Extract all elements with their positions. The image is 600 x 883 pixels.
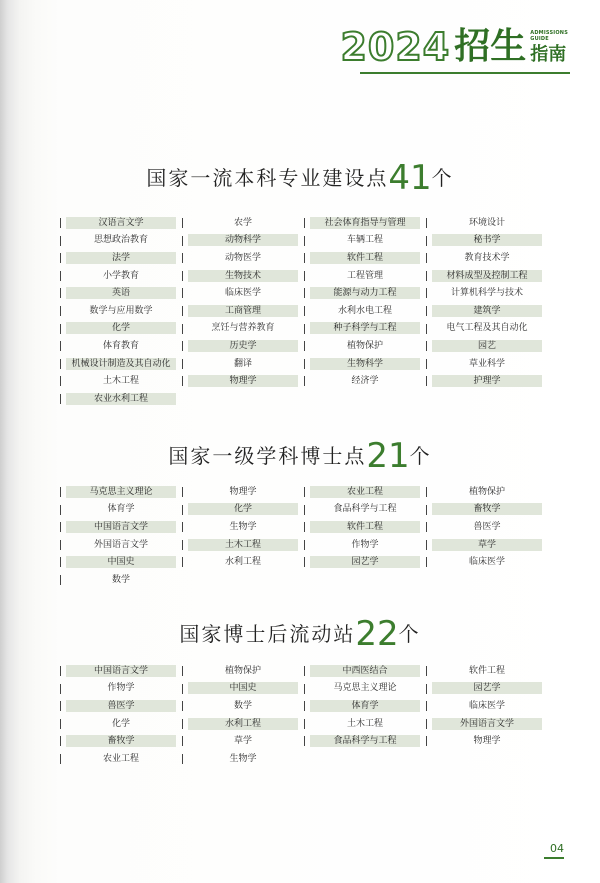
column-divider xyxy=(304,271,305,281)
list-item-label: 数学 xyxy=(111,574,130,585)
list-item xyxy=(426,232,548,250)
section-grid-undergrad xyxy=(60,214,550,408)
list-item xyxy=(426,483,548,501)
column-divider xyxy=(304,719,305,729)
section-title xyxy=(0,436,600,476)
list-item xyxy=(60,214,182,232)
list-item xyxy=(182,232,304,250)
list-item xyxy=(60,267,182,285)
list-item xyxy=(304,232,426,250)
column-divider xyxy=(426,306,427,316)
column-divider xyxy=(182,306,183,316)
column-divider xyxy=(60,557,61,567)
column-divider xyxy=(304,306,305,316)
column-divider xyxy=(60,218,61,228)
list-item-label: 兽医学 xyxy=(473,521,501,532)
column-divider xyxy=(304,359,305,369)
column-divider xyxy=(182,359,183,369)
column-divider xyxy=(60,236,61,246)
list-item-label: 物理学 xyxy=(229,486,257,497)
section-unit: 个 xyxy=(398,622,421,646)
column-divider xyxy=(182,236,183,246)
column-divider xyxy=(182,324,183,334)
list-item-label: 物理学 xyxy=(188,375,298,387)
list-item xyxy=(426,284,548,302)
list-item xyxy=(60,697,182,715)
header-guide-en-1: ADMISSIONS xyxy=(530,30,568,36)
list-item xyxy=(304,214,426,232)
column-divider xyxy=(304,666,305,676)
list-item xyxy=(60,320,182,338)
column-divider xyxy=(304,487,305,497)
list-item xyxy=(182,518,304,536)
list-item-label: 植物保护 xyxy=(468,486,505,497)
list-item-label: 水利工程 xyxy=(188,718,298,730)
column-divider xyxy=(426,359,427,369)
list-item-label: 食品科学与工程 xyxy=(333,504,397,515)
list-item xyxy=(60,483,182,501)
list-item-label: 作物学 xyxy=(107,683,135,694)
column-divider xyxy=(182,540,183,550)
list-item-label: 软件工程 xyxy=(310,252,420,264)
list-item-label: 动物科学 xyxy=(188,234,298,246)
column-divider xyxy=(304,557,305,567)
list-item xyxy=(60,501,182,519)
list-item-label: 农学 xyxy=(233,217,252,228)
list-item xyxy=(60,715,182,733)
list-item xyxy=(304,715,426,733)
column-divider xyxy=(60,288,61,298)
list-item xyxy=(60,518,182,536)
list-item xyxy=(60,750,182,768)
page-header xyxy=(340,25,568,69)
list-item-label: 电气工程及其自动化 xyxy=(446,323,528,334)
list-item-label: 兽医学 xyxy=(66,700,176,712)
column-divider xyxy=(304,288,305,298)
list-item-label: 体育学 xyxy=(107,504,135,515)
column-divider xyxy=(182,684,183,694)
list-item xyxy=(426,553,548,571)
list-item-label: 化学 xyxy=(188,503,298,515)
list-item xyxy=(182,750,304,768)
list-item-label: 历史学 xyxy=(188,340,298,352)
list-item-label: 植物保护 xyxy=(224,665,261,676)
list-item-label: 园艺学 xyxy=(432,682,542,694)
column-divider xyxy=(426,684,427,694)
list-item-label: 英语 xyxy=(66,287,176,299)
list-item-label: 物理学 xyxy=(473,736,501,747)
column-divider xyxy=(182,736,183,746)
list-item xyxy=(60,302,182,320)
list-item xyxy=(60,390,182,408)
list-item-label: 植物保护 xyxy=(346,340,383,351)
list-item xyxy=(182,302,304,320)
list-item-label: 教育技术学 xyxy=(464,252,510,263)
page-number: 04 xyxy=(550,842,564,855)
list-item-label: 农业工程 xyxy=(102,753,139,764)
list-item-label: 农业水利工程 xyxy=(66,393,176,405)
list-item-label: 生物技术 xyxy=(188,270,298,282)
list-item xyxy=(426,337,548,355)
list-item-label: 思想政治教育 xyxy=(93,235,148,246)
list-item xyxy=(182,249,304,267)
column-divider xyxy=(304,341,305,351)
header-divider xyxy=(360,72,570,74)
list-item xyxy=(304,355,426,373)
list-item-label: 中国史 xyxy=(188,682,298,694)
column-divider xyxy=(304,684,305,694)
column-divider xyxy=(60,575,61,585)
list-item-label: 能源与动力工程 xyxy=(310,287,420,299)
list-item-label: 化学 xyxy=(66,322,176,334)
header-guide-cn: 指南 xyxy=(530,44,567,65)
list-item xyxy=(426,501,548,519)
list-item xyxy=(304,553,426,571)
column-divider xyxy=(426,522,427,532)
column-divider xyxy=(60,522,61,532)
section-title-text: 国家一级学科博士点 xyxy=(168,444,367,468)
list-item xyxy=(60,232,182,250)
column-divider xyxy=(426,557,427,567)
column-divider xyxy=(304,218,305,228)
column-divider xyxy=(182,271,183,281)
list-item xyxy=(304,284,426,302)
list-item-label: 园艺学 xyxy=(310,556,420,568)
column-divider xyxy=(60,540,61,550)
list-item-label: 临床医学 xyxy=(224,288,261,299)
list-item xyxy=(304,337,426,355)
list-item xyxy=(426,372,548,390)
column-divider xyxy=(60,684,61,694)
list-item xyxy=(304,249,426,267)
section-count: 22 xyxy=(355,614,399,654)
list-item xyxy=(182,732,304,750)
column-divider xyxy=(182,719,183,729)
list-item-label: 计算机科学与技术 xyxy=(450,288,523,299)
column-divider xyxy=(60,666,61,676)
list-item-label: 土木工程 xyxy=(188,539,298,551)
section-unit: 个 xyxy=(431,166,454,190)
column-divider xyxy=(182,754,183,764)
list-item xyxy=(304,536,426,554)
list-item-label: 种子科学与工程 xyxy=(310,322,420,334)
list-item xyxy=(60,536,182,554)
list-item-label: 社会体育指导与管理 xyxy=(310,217,420,229)
list-item xyxy=(304,518,426,536)
column-divider xyxy=(182,376,183,386)
list-item-label: 烹饪与营养教育 xyxy=(211,323,275,334)
column-divider xyxy=(304,253,305,263)
list-item xyxy=(182,483,304,501)
list-item-label: 作物学 xyxy=(351,539,379,550)
list-item-label: 软件工程 xyxy=(468,665,505,676)
list-item-label: 临床医学 xyxy=(468,557,505,568)
column-divider xyxy=(304,324,305,334)
list-item-label: 软件工程 xyxy=(310,521,420,533)
list-item-label: 畜牧学 xyxy=(66,735,176,747)
list-item xyxy=(182,501,304,519)
column-divider xyxy=(182,557,183,567)
list-item xyxy=(426,662,548,680)
list-item xyxy=(304,267,426,285)
list-item xyxy=(304,501,426,519)
section-count: 41 xyxy=(388,158,432,198)
column-divider xyxy=(60,754,61,764)
list-item xyxy=(182,553,304,571)
list-item-label: 化学 xyxy=(111,718,130,729)
list-item-label: 经济学 xyxy=(351,376,379,387)
column-divider xyxy=(426,505,427,515)
list-item xyxy=(304,320,426,338)
list-item xyxy=(182,697,304,715)
section-unit: 个 xyxy=(409,444,432,468)
list-item-label: 动物医学 xyxy=(224,252,261,263)
list-item-label: 食品科学与工程 xyxy=(310,735,420,747)
list-item xyxy=(304,372,426,390)
column-divider xyxy=(426,341,427,351)
list-item xyxy=(182,320,304,338)
list-item xyxy=(426,518,548,536)
list-item xyxy=(304,483,426,501)
section-title-text: 国家博士后流动站 xyxy=(179,622,356,646)
column-divider xyxy=(426,288,427,298)
column-divider xyxy=(182,701,183,711)
list-item-label: 数学与应用数学 xyxy=(89,305,153,316)
column-divider xyxy=(426,736,427,746)
list-item xyxy=(426,320,548,338)
column-divider xyxy=(182,341,183,351)
list-item-label: 中国语言文学 xyxy=(66,521,176,533)
column-divider xyxy=(60,341,61,351)
column-divider xyxy=(60,736,61,746)
column-divider xyxy=(304,736,305,746)
header-guide xyxy=(530,30,568,66)
column-divider xyxy=(426,487,427,497)
section-grid-doctoral xyxy=(60,483,550,589)
list-item-label: 中西医结合 xyxy=(310,665,420,677)
column-divider xyxy=(182,218,183,228)
list-item-label: 外国语言文学 xyxy=(93,539,148,550)
list-item-label: 翻译 xyxy=(233,358,252,369)
list-item xyxy=(60,571,182,589)
list-item-label: 小学教育 xyxy=(102,270,139,281)
list-item-label: 数学 xyxy=(233,700,252,711)
section-grid-postdoc xyxy=(60,662,550,768)
list-item xyxy=(60,284,182,302)
list-item-label: 环境设计 xyxy=(468,217,505,228)
column-divider xyxy=(182,505,183,515)
list-item xyxy=(304,662,426,680)
column-divider xyxy=(60,324,61,334)
list-item-label: 车辆工程 xyxy=(346,235,383,246)
list-item-label: 畜牧学 xyxy=(432,503,542,515)
list-item xyxy=(60,372,182,390)
column-divider xyxy=(426,719,427,729)
list-item xyxy=(426,302,548,320)
column-divider xyxy=(60,271,61,281)
column-divider xyxy=(182,522,183,532)
list-item xyxy=(304,302,426,320)
list-item-label: 草业科学 xyxy=(468,358,505,369)
header-title-main: 招生 xyxy=(454,26,527,67)
list-item-label: 中国史 xyxy=(66,556,176,568)
list-item-label: 秘书学 xyxy=(432,234,542,246)
list-item xyxy=(60,249,182,267)
list-item-label: 马克思主义理论 xyxy=(333,683,397,694)
list-item-label: 土木工程 xyxy=(346,718,383,729)
list-item xyxy=(426,536,548,554)
list-item-label: 土木工程 xyxy=(102,376,139,387)
column-divider xyxy=(182,487,183,497)
column-divider xyxy=(426,236,427,246)
list-item xyxy=(182,372,304,390)
list-item xyxy=(426,680,548,698)
list-item xyxy=(426,715,548,733)
list-item-label: 体育学 xyxy=(310,700,420,712)
list-item-label: 工商管理 xyxy=(188,305,298,317)
column-divider xyxy=(182,288,183,298)
section-count: 21 xyxy=(366,436,410,476)
list-item-label: 水利工程 xyxy=(224,557,261,568)
column-divider xyxy=(304,236,305,246)
column-divider xyxy=(60,701,61,711)
header-guide-en-2: GUIDE xyxy=(530,36,549,42)
list-item-label: 中国语言文学 xyxy=(66,665,176,677)
column-divider xyxy=(304,376,305,386)
list-item-label: 水利水电工程 xyxy=(337,305,392,316)
column-divider xyxy=(304,540,305,550)
list-item-label: 农业工程 xyxy=(310,486,420,498)
list-item-label: 临床医学 xyxy=(468,700,505,711)
column-divider xyxy=(60,505,61,515)
list-item-label: 园艺 xyxy=(432,340,542,352)
list-item xyxy=(182,214,304,232)
list-item xyxy=(304,680,426,698)
page-number-underline xyxy=(544,857,564,859)
list-item-label: 生物学 xyxy=(229,521,257,532)
section-title xyxy=(0,614,600,654)
list-item-label: 草学 xyxy=(233,736,252,747)
list-item-label: 材料成型及控制工程 xyxy=(432,270,542,282)
column-divider xyxy=(182,253,183,263)
column-divider xyxy=(426,324,427,334)
list-item-label: 机械设计制造及其自动化 xyxy=(66,358,176,370)
list-item xyxy=(426,732,548,750)
list-item xyxy=(426,355,548,373)
list-item xyxy=(182,662,304,680)
column-divider xyxy=(304,505,305,515)
column-divider xyxy=(426,376,427,386)
column-divider xyxy=(60,719,61,729)
list-item-label: 生物学 xyxy=(229,753,257,764)
header-year: 2024 xyxy=(340,25,451,69)
list-item-label: 体育教育 xyxy=(102,340,139,351)
column-divider xyxy=(304,701,305,711)
list-item xyxy=(60,355,182,373)
column-divider xyxy=(60,376,61,386)
list-item-label: 工程管理 xyxy=(346,270,383,281)
list-item xyxy=(182,715,304,733)
list-item xyxy=(60,680,182,698)
list-item xyxy=(182,536,304,554)
list-item xyxy=(426,697,548,715)
section-title-text: 国家一流本科专业建设点 xyxy=(146,166,389,190)
column-divider xyxy=(60,306,61,316)
list-item xyxy=(182,680,304,698)
list-item-label: 法学 xyxy=(66,252,176,264)
list-item xyxy=(60,553,182,571)
list-item-label: 草学 xyxy=(432,539,542,551)
column-divider xyxy=(426,701,427,711)
list-item xyxy=(60,337,182,355)
list-item xyxy=(426,267,548,285)
column-divider xyxy=(60,394,61,404)
column-divider xyxy=(426,253,427,263)
section-title xyxy=(0,158,600,198)
list-item-label: 生物科学 xyxy=(310,358,420,370)
list-item xyxy=(182,284,304,302)
column-divider xyxy=(182,666,183,676)
column-divider xyxy=(60,359,61,369)
list-item xyxy=(304,732,426,750)
list-item-label: 建筑学 xyxy=(432,305,542,317)
column-divider xyxy=(304,522,305,532)
list-item xyxy=(182,267,304,285)
list-item xyxy=(182,337,304,355)
list-item xyxy=(60,662,182,680)
list-item-label: 汉语言文学 xyxy=(66,217,176,229)
list-item xyxy=(426,249,548,267)
list-item xyxy=(182,355,304,373)
list-item xyxy=(304,697,426,715)
list-item xyxy=(60,732,182,750)
column-divider xyxy=(426,540,427,550)
column-divider xyxy=(426,271,427,281)
column-divider xyxy=(60,487,61,497)
list-item-label: 马克思主义理论 xyxy=(66,486,176,498)
column-divider xyxy=(426,666,427,676)
list-item-label: 外国语言文学 xyxy=(432,718,542,730)
column-divider xyxy=(426,218,427,228)
list-item xyxy=(426,214,548,232)
column-divider xyxy=(60,253,61,263)
list-item-label: 护理学 xyxy=(432,375,542,387)
